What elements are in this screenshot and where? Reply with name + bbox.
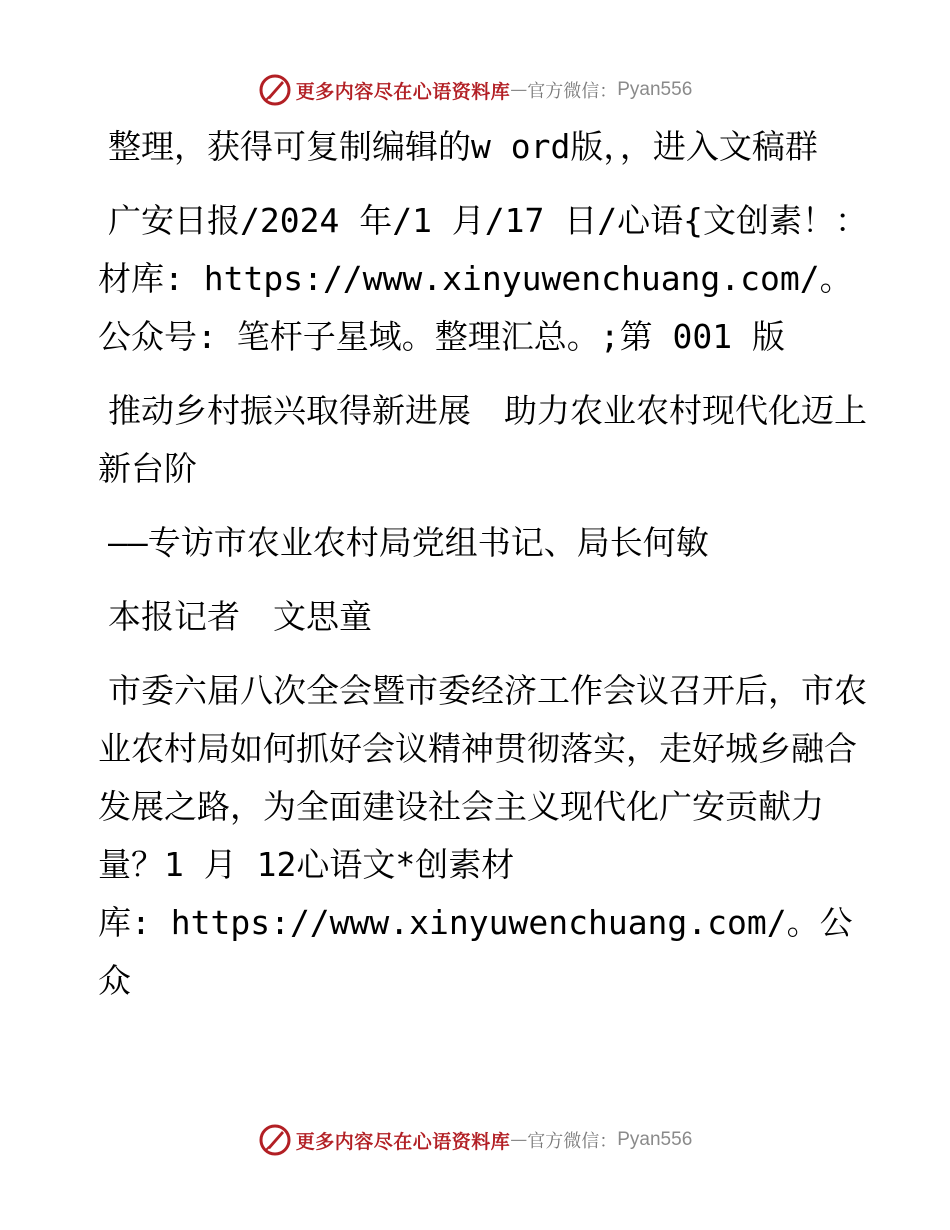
wechat-id: Pyan556 bbox=[617, 79, 693, 100]
article-headline: 推动乡村振兴取得新进展 助力农业农村现代化迈上新台阶 bbox=[98, 391, 867, 488]
watermark-separator: — bbox=[510, 80, 528, 100]
quill-logo-icon bbox=[258, 1123, 292, 1157]
paragraph-intro: 整理，获得可复制编辑的w ord版，，进入文稿群 bbox=[108, 127, 818, 166]
paragraph-source: 广安日报/2024 年/1 月/17 日/心语{文创素！：材库: https://www.xinyuwenchuang.com/。公众号: 笔杆子星域。整理汇总。;第 001 版 bbox=[98, 201, 869, 356]
watermark-banner-bottom bbox=[0, 1120, 950, 1160]
watermark-text: 更多内容尽在心语资料库 bbox=[295, 80, 511, 103]
article-body-continued: 库: https://www.xinyuwenchuang.com/。公众 bbox=[98, 903, 853, 1000]
document-body bbox=[98, 118, 878, 1026]
wechat-label: 官方微信： bbox=[527, 81, 618, 102]
article-byline: 本报记者 文思童 bbox=[108, 597, 372, 636]
article-body-paragraph: 市委六届八次全会暨市委经济工作会议召开后，市农业农村局如何抓好会议精神贯彻落实，走好城乡融合发展之路，为全面建设社会主义现代化广安贡献力量？1 月 12心语文*创素材 bbox=[98, 671, 867, 884]
article-subtitle: ——专访市农业农村局党组书记、局长何敏 bbox=[108, 523, 709, 562]
wechat-id: Pyan556 bbox=[617, 1129, 693, 1150]
wechat-label: 官方微信： bbox=[527, 1131, 618, 1152]
watermark-banner-top bbox=[0, 70, 950, 110]
watermark-text: 更多内容尽在心语资料库 bbox=[295, 1130, 511, 1153]
watermark-separator: — bbox=[510, 1130, 528, 1150]
quill-logo-icon bbox=[258, 73, 292, 107]
